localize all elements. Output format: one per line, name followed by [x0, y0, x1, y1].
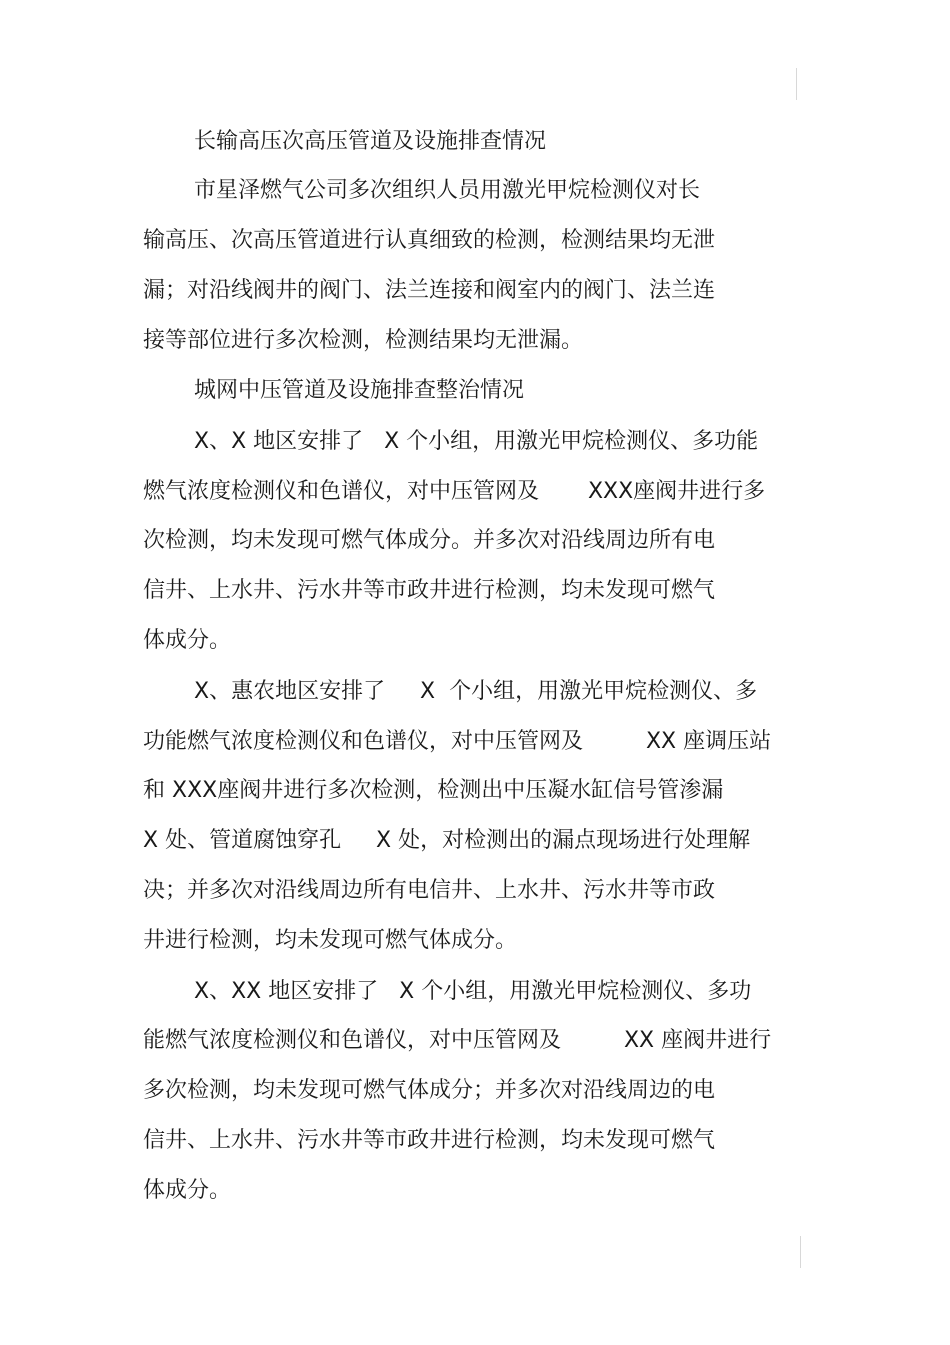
paragraph-line: 体成分。	[143, 628, 232, 653]
paragraph-line: 漏；对沿线阀井的阀门、法兰连接和阀室内的阀门、法兰连	[143, 278, 716, 303]
margin-mark-top	[796, 68, 797, 100]
paragraph-line: 市星泽燃气公司多次组织人员用激光甲烷检测仪对长	[194, 178, 701, 203]
heading-city-network: 城网中压管道及设施排查整治情况	[194, 378, 525, 403]
paragraph-line: X 处、管道腐蚀穿孔 X 处，对检测出的漏点现场进行处理解	[143, 828, 751, 853]
paragraph-line: 燃气浓度检测仪和色谱仪，对中压管网及 XXX座阀井进行多	[143, 479, 766, 504]
heading-long-distance: 长输高压次高压管道及设施排查情况	[194, 129, 547, 154]
paragraph-line: 能燃气浓度检测仪和色谱仪，对中压管网及 XX 座阀井进行	[143, 1028, 772, 1053]
paragraph-line: 信井、上水井、污水井等市政井进行检测，均未发现可燃气	[143, 1128, 716, 1153]
paragraph-line: 接等部位进行多次检测，检测结果均无泄漏。	[143, 328, 584, 353]
paragraph-line: X、X 地区安排了 X 个小组，用激光甲烷检测仪、多功能	[194, 429, 759, 454]
paragraph-line: 井进行检测，均未发现可燃气体成分。	[143, 928, 518, 953]
paragraph-line: X、XX 地区安排了 X 个小组，用激光甲烷检测仪、多功	[194, 979, 752, 1004]
paragraph-line: 功能燃气浓度检测仪和色谱仪，对中压管网及 XX 座调压站	[143, 729, 772, 754]
paragraph-line: X、惠农地区安排了 X 个小组，用激光甲烷检测仪、多	[194, 679, 758, 704]
margin-mark-bottom	[800, 1236, 801, 1268]
paragraph-line: 体成分。	[143, 1178, 232, 1203]
paragraph-line: 输高压、次高压管道进行认真细致的检测，检测结果均无泄	[143, 228, 716, 253]
paragraph-line: 多次检测，均未发现可燃气体成分；并多次对沿线周边的电	[143, 1078, 716, 1103]
paragraph-line: 和 XXX座阀井进行多次检测，检测出中压凝水缸信号管渗漏	[143, 778, 724, 803]
paragraph-line: 信井、上水井、污水井等市政井进行检测，均未发现可燃气	[143, 578, 716, 603]
paragraph-line: 次检测，均未发现可燃气体成分。并多次对沿线周边所有电	[143, 528, 716, 553]
paragraph-line: 决；并多次对沿线周边所有电信井、上水井、污水井等市政	[143, 878, 716, 903]
